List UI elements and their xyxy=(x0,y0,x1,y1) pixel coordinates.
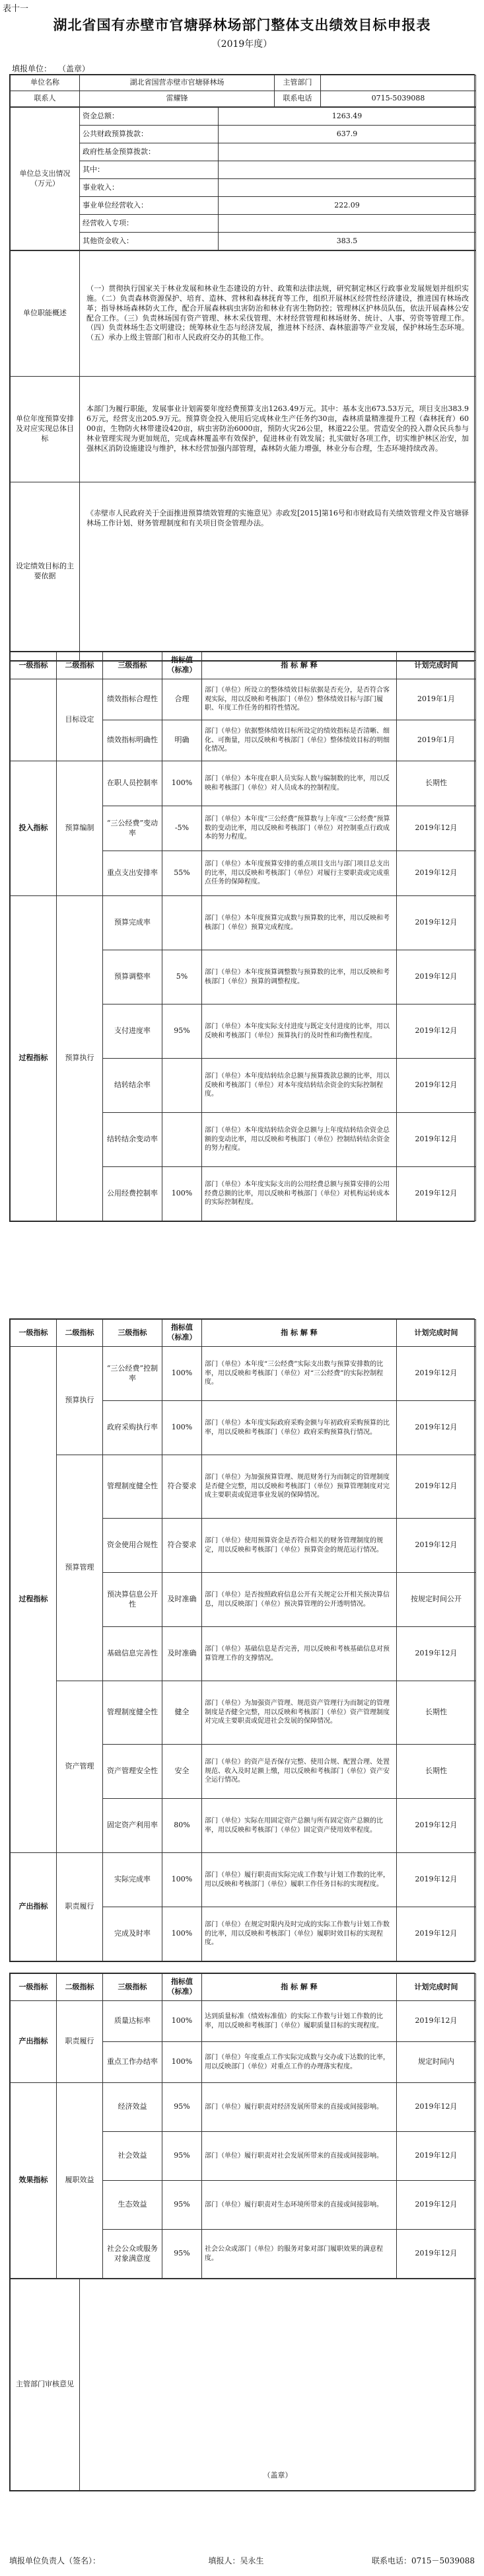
level2-indicator: 预算编制 xyxy=(57,761,103,896)
funds-row-label: 其中： xyxy=(80,161,219,179)
filling-unit-line xyxy=(12,63,94,74)
level2-indicator: 资产管理 xyxy=(57,1681,103,1853)
funds-row-label: 其他资金收入： xyxy=(80,233,219,250)
level1-indicator xyxy=(11,679,57,761)
indicator-explanation: 部门（单位）本年度结转结余总额与预算拨款总额的比率，用以反映和考核部门（单位）对本年度结转结余资金的实际控制程度。 xyxy=(202,1059,397,1113)
planned-completion-time: 规定时间内 xyxy=(397,2042,476,2083)
level3-indicator: “三公经费”控制率 xyxy=(103,1347,162,1401)
indicator-explanation: 部门（单位）依据整体绩效目标所设定的绩效指标是否清晰、细化、可衡量，用以反映和考核部门（单位）整体绩效目标的明细化情况。 xyxy=(202,720,397,761)
level3-indicator: 结转结余率 xyxy=(103,1059,162,1113)
funds-row-value xyxy=(219,161,476,179)
funds-row-value: 1263.49 xyxy=(219,108,476,126)
review-stamp: （盖章） xyxy=(80,2279,476,2491)
indicator-value: 符合要求 xyxy=(162,1455,202,1519)
planned-completion-time: 长期性 xyxy=(397,1745,476,1799)
header-cell: 计划完成时间 xyxy=(397,652,476,679)
review-table xyxy=(10,2279,476,2491)
indicator-explanation: 部门（单位）本年度实际支出的公用经费总额与预算安排的公用经费总额的比率，用以反映和考核部门（单位）对机构运转成本的实际控制程度。 xyxy=(202,1167,397,1221)
footer-phone-field xyxy=(372,2555,475,2566)
planned-completion-time: 2019年12月 xyxy=(397,1167,476,1221)
leader-signature-label: 填报单位负责人（签名）： xyxy=(9,2556,101,2565)
indicator-explanation: 部门（单位）使用预算资金是否符合相关的财务管理制度的规定，用以反映和考核部门（单位）预算资金的规范运行情况。 xyxy=(202,1519,397,1573)
header-cell: 指标值（标准） xyxy=(162,1320,202,1347)
indicator-explanation: 部门（单位）为加强预算管理、规范财务行为而制定的管理制度是否健全完整，用以反映和考核部门（单位）预算管理制度对完成主要职责或促进事业发展的保障情况。 xyxy=(202,1455,397,1519)
overview-table xyxy=(10,250,476,661)
level3-indicator: 完成及时率 xyxy=(103,1907,162,1961)
phone-value: 0715-5039088 xyxy=(321,91,476,107)
planned-completion-time: 2019年12月 xyxy=(397,896,476,950)
level1-indicator: 投入指标 xyxy=(11,761,57,896)
indicator-value: 55% xyxy=(162,851,202,896)
planned-completion-time: 2019年12月 xyxy=(397,2181,476,2230)
indicator-value: 100% xyxy=(162,1347,202,1401)
indicator-explanation: 部门（单位）本年度预算调整数与预算数的比率，用以反映和考核部门（单位）预算的调整程度。 xyxy=(202,950,397,1004)
filler-field xyxy=(208,2555,263,2566)
page-subtitle-year: （2019年度） xyxy=(211,39,273,50)
planned-completion-time: 长期性 xyxy=(397,1681,476,1745)
indicator-value: 95% xyxy=(162,2181,202,2230)
filler-label: 填报人： xyxy=(208,2556,240,2565)
indicator-value: 95% xyxy=(162,2083,202,2132)
funds-table xyxy=(10,107,476,250)
level3-indicator: 预算完成率 xyxy=(103,896,162,950)
header-cell: 三级指标 xyxy=(103,1320,162,1347)
level1-indicator: 产出指标 xyxy=(11,2001,57,2083)
indicator-explanation: 部门（单位）所设立的整体绩效目标依据是否充分，是否符合客观实际，用以反映和考核部门（单位）整体绩效目标与部门履职、年度工作任务的相符性情况。 xyxy=(202,679,397,720)
level3-indicator: 实际完成率 xyxy=(103,1853,162,1907)
header-cell: 一级指标 xyxy=(11,652,57,679)
planned-completion-time: 2019年1月 xyxy=(397,720,476,761)
level3-indicator: 绩效指标明确性 xyxy=(103,720,162,761)
header-cell: 一级指标 xyxy=(11,1320,57,1347)
indicator-explanation: 部门（单位）在规定时限内及时完成的实际工作数与计划工作数的比率，用以反映和考核部门（单位）履职时效目标的实现程度。 xyxy=(202,1907,397,1961)
indicator-value xyxy=(162,896,202,950)
level3-indicator: 绩效指标合理性 xyxy=(103,679,162,720)
level3-indicator: 重点支出安排率 xyxy=(103,851,162,896)
review-label: 主管部门审核意见 xyxy=(11,2279,80,2491)
dept-value xyxy=(321,75,476,91)
indicator-explanation: 部门（单位）本年度“三公经费”实际支出数与预算安排数的比率，用以反映和考核部门（单位）对“三公经费”的实际控制程度。 xyxy=(202,1347,397,1401)
info-section xyxy=(9,74,475,662)
level2-indicator: 履职效益 xyxy=(57,2083,103,2279)
funds-row-label: 事业收入： xyxy=(80,179,219,197)
indicator-explanation: 部门（单位）本年度在职人员实际人数与编制数的比率，用以反映和考核部门（单位）对人员成本的控制程度。 xyxy=(202,761,397,806)
page-title: 湖北省国有赤壁市官塘驿林场部门整体支出绩效目标申报表 xyxy=(53,17,431,33)
indicator-explanation: 部门（单位）本年度实际政府采购金额与年初政府采购预算的比率，用以反映和考核部门（单位）政府采购预算执行情况。 xyxy=(202,1401,397,1455)
level3-indicator: 社会公众或服务对象满意度 xyxy=(103,2230,162,2279)
indicator-explanation: 部门（单位）为加强资产管理、规范资产管理行为而制定的管理制度是否健全完整，用以反映和考核部门（单位）资产管理制度对完成主要职责或促进社会发展的保障情况。 xyxy=(202,1681,397,1745)
header-cell: 计划完成时间 xyxy=(397,1974,476,2001)
indicator-explanation: 部门（单位）基础信息是否完善，用以反映和考核基础信息对预算管理工作的支撑情况。 xyxy=(202,1627,397,1681)
funds-row-value xyxy=(219,215,476,233)
footer-signatures xyxy=(9,2555,475,2566)
level3-indicator: 资金使用合规性 xyxy=(103,1519,162,1573)
overview-text: （一）贯彻执行国家关于林业发展和林业生态建设的方针、政策和法律法规，研究制定林区行政事业发展规划并组织实施。（二）负责森林资源保护、培育、造林、营林和森林抚育等工作，组织开展林区经营性经济建设，推进国有林场改革；指导林场森林防火工作，配合开展森林病虫害防治和林业有害生物防控；管理林区护林员队伍，依法开展森林公安配合工作。（三）负责林场国有资产管理、林木采伐管理、木材经营管理和林场财务、统计、人事、劳资等管理工作。（四）负责林场生态文明建设；统筹林业生态与经济发展，推进林下经济、森林旅游等产业发展，保护林场生态环境。（五）承办上级主管部门和市人民政府交办的其他工作。 xyxy=(80,251,476,377)
planned-completion-time: 按规定时间公开 xyxy=(397,1573,476,1627)
header-cell: 指标值（标准） xyxy=(162,1974,202,2001)
level3-indicator: 固定资产利用率 xyxy=(103,1799,162,1853)
indicator-explanation: 达到质量标准（绩效标准值）的实际工作数与计划工作数的比率，用以反映和考核部门（单位）履职质量目标的实现程度。 xyxy=(202,2001,397,2042)
header-cell: 二级指标 xyxy=(57,1320,103,1347)
planned-completion-time: 2019年12月 xyxy=(397,806,476,851)
phone-label: 联系电话 xyxy=(275,91,321,107)
planned-completion-time: 2019年12月 xyxy=(397,1004,476,1059)
indicator-row xyxy=(11,896,476,950)
budget-text: 本部门为履行职能，发展事业计划需要年度经费预算支出1263.49万元。其中：基本支出673.53万元，项目支出383.96万元，经营支出205.9万元。预算资金投入使用后完成林业生产任务约30亩，森林质量精准提升工程（森林抚育）6000亩，生物防火林带建设420亩，病虫害防治6000亩，预防火灾26公里，林道22公里。营造安全的投入群众民兵参与林业管理实现为更加规范，完成森林覆盖率有效保护，促进林业有效发展；扎实做好各项工作，切实维护林区治安，加强林区消防设施建设与维护，林木经营加强内部管理，森林防火能力增强，林业分布合理，生态环境持续改善。 xyxy=(80,377,476,482)
planned-completion-time: 长期性 xyxy=(397,761,476,806)
level1-indicator: 过程指标 xyxy=(11,1347,57,1853)
planned-completion-time: 2019年12月 xyxy=(397,1907,476,1961)
indicator-explanation: 部门（单位）的资产是否保存完整、使用合规、配置合理、处置规范、收入及时足额上缴，用以反映和考核部门（单位）资产安全运行情况。 xyxy=(202,1745,397,1799)
level3-indicator: 在职人员控制率 xyxy=(103,761,162,806)
indicator-value: 95% xyxy=(162,2132,202,2181)
indicator-explanation: 部门（单位）实际在用固定资产总额与所有固定资产总额的比率，用以反映和考核部门（单位）固定资产使用效率程度。 xyxy=(202,1799,397,1853)
level3-indicator: 公用经费控制率 xyxy=(103,1167,162,1221)
contact-label: 联系人 xyxy=(11,91,80,107)
indicator-explanation: 部门（单位）是否按照政府信息公开有关规定公开相关预决算信息，用以反映部门（单位）预决算管理的公开透明情况。 xyxy=(202,1573,397,1627)
footer-phone-label: 联系电话： xyxy=(371,2556,411,2565)
planned-completion-time: 2019年12月 xyxy=(397,1799,476,1853)
planned-completion-time: 2019年1月 xyxy=(397,679,476,720)
header-cell: 二级指标 xyxy=(57,652,103,679)
filling-unit-label: 填报单位： xyxy=(12,64,52,73)
indicator-explanation: 部门（单位）本年度预算完成数与预算数的比率，用以反映和考核部门（单位）预算完成程度。 xyxy=(202,896,397,950)
indicator-value: 95% xyxy=(162,2230,202,2279)
filling-unit-stamp: （盖章） xyxy=(57,64,90,73)
funds-row-value: 637.9 xyxy=(219,126,476,143)
indicator-value: 符合要求 xyxy=(162,1519,202,1573)
basis-text: 《赤壁市人民政府关于全面推进预算绩效管理的实施意见》赤政发[2015]第16号和市财政局有关绩效管理文件及官塘驿林场工作计划、财务管理制度和有关项目资金管理办法。 xyxy=(80,482,476,661)
indicator-row xyxy=(11,679,476,720)
header-cell: 三级指标 xyxy=(103,652,162,679)
level2-indicator: 职责履行 xyxy=(57,1853,103,1961)
indicator-value: 合理 xyxy=(162,679,202,720)
funds-row-label: 资金总额： xyxy=(80,108,219,126)
level1-indicator: 过程指标 xyxy=(11,896,57,1221)
level3-indicator: “三公经费”变动率 xyxy=(103,806,162,851)
indicator-value: 明确 xyxy=(162,720,202,761)
indicator-explanation: 部门（单位）本年度实际支付进度与既定支付进度的比率，用以反映和考核部门（单位）预算执行的及时性和均衡性程度。 xyxy=(202,1004,397,1059)
level1-indicator: 效果指标 xyxy=(11,2083,57,2279)
planned-completion-time: 2019年12月 xyxy=(397,1853,476,1907)
level3-indicator: 社会效益 xyxy=(103,2132,162,2181)
planned-completion-time: 2019年12月 xyxy=(397,1401,476,1455)
indicator-value: -5% xyxy=(162,806,202,851)
level3-indicator: 管理制度健全性 xyxy=(103,1455,162,1519)
overview-label: 单位职能概述 xyxy=(11,251,80,377)
unit-name-label: 单位名称 xyxy=(11,75,80,91)
level3-indicator: 预算调整率 xyxy=(103,950,162,1004)
planned-completion-time: 2019年12月 xyxy=(397,2001,476,2042)
header-cell: 指 标 解 释 xyxy=(202,1974,397,2001)
indicator-value: 100% xyxy=(162,1167,202,1221)
level3-indicator: 质量达标率 xyxy=(103,2001,162,2042)
indicator-row xyxy=(11,2001,476,2042)
funds-row-label: 公共财政预算拨款： xyxy=(80,126,219,143)
level2-indicator: 预算执行 xyxy=(57,896,103,1221)
indicator-row xyxy=(11,2083,476,2132)
indicator-value: 100% xyxy=(162,761,202,806)
indicator-value: 100% xyxy=(162,1853,202,1907)
indicator-value: 及时准确 xyxy=(162,1573,202,1627)
planned-completion-time: 2019年12月 xyxy=(397,950,476,1004)
level1-indicator: 产出指标 xyxy=(11,1853,57,1961)
funds-section-label: 单位总支出情况（万元） xyxy=(11,108,80,250)
budget-label: 单位年度预算安排及对应实现总体目标 xyxy=(11,377,80,482)
planned-completion-time: 2019年12月 xyxy=(397,2083,476,2132)
level3-indicator: 经济效益 xyxy=(103,2083,162,2132)
indicator-explanation: 部门（单位）本年度结转结余资金总额与上年度结转结余资金总额的变动比率，用以反映和考核部门（单位）控制结转结余资金的努力程度。 xyxy=(202,1113,397,1167)
indicator-value: 安全 xyxy=(162,1745,202,1799)
planned-completion-time: 2019年12月 xyxy=(397,1059,476,1113)
header-cell: 计划完成时间 xyxy=(397,1320,476,1347)
planned-completion-time: 2019年12月 xyxy=(397,2132,476,2181)
footer-phone-value: 0715－5039088 xyxy=(411,2556,475,2565)
basis-label: 设定绩效目标的主要依据 xyxy=(11,482,80,661)
funds-row-label: 经营收入专项： xyxy=(80,215,219,233)
funds-row-value: 383.5 xyxy=(219,233,476,250)
indicator-explanation: 部门（单位）履行职责对社会发展所带来的直接或间接影响。 xyxy=(202,2132,397,2181)
level3-indicator: 管理制度健全性 xyxy=(103,1681,162,1745)
indicator-value: 及时准确 xyxy=(162,1627,202,1681)
indicator-row xyxy=(11,1853,476,1907)
indicator-explanation: 部门（单位）履行职责对经济发展所带来的直接或间接影响。 xyxy=(202,2083,397,2132)
indicator-row xyxy=(11,1681,476,1745)
indicator-table-1 xyxy=(9,651,475,1222)
level3-indicator: 生态效益 xyxy=(103,2181,162,2230)
indicator-row xyxy=(11,1455,476,1519)
indicator-value: 100% xyxy=(162,1907,202,1961)
indicator-value: 100% xyxy=(162,2001,202,2042)
contact-name: 雷耀锋 xyxy=(80,91,275,107)
indicator-value: 健全 xyxy=(162,1681,202,1745)
level2-indicator: 目标设定 xyxy=(57,679,103,761)
table-number: 表十一 xyxy=(3,4,29,14)
indicator-table-3 xyxy=(9,1973,475,2491)
indicator-row xyxy=(11,1347,476,1401)
planned-completion-time: 2019年12月 xyxy=(397,2230,476,2279)
level3-indicator: 结转结余变动率 xyxy=(103,1113,162,1167)
indicator-row xyxy=(11,761,476,806)
indicator-explanation: 社会公众或部门（单位）的服务对象对部门履职效果的满意程度。 xyxy=(202,2230,397,2279)
indicator-value: 80% xyxy=(162,1799,202,1853)
planned-completion-time: 2019年12月 xyxy=(397,851,476,896)
planned-completion-time: 2019年12月 xyxy=(397,1455,476,1519)
level2-indicator: 预算管理 xyxy=(57,1455,103,1681)
level3-indicator: 支付进度率 xyxy=(103,1004,162,1059)
planned-completion-time: 2019年12月 xyxy=(397,1113,476,1167)
indicator-value: 95% xyxy=(162,1004,202,1059)
level2-indicator: 职责履行 xyxy=(57,2001,103,2083)
indicator-value xyxy=(162,1059,202,1113)
level2-indicator: 预算执行 xyxy=(57,1347,103,1455)
funds-row-label: 政府性基金预算拨款： xyxy=(80,143,219,161)
indicator-explanation: 部门（单位）履行职责而实际完成工作数与计划工作数的比率，用以反映和考核部门（单位）履职工作任务目标的实现程度。 xyxy=(202,1853,397,1907)
indicator-explanation: 部门（单位）本年度“三公经费”预算数与上年度“三公经费”预算数的变动比率，用以反映和考核部门（单位）对控制重点行政成本的努力程度。 xyxy=(202,806,397,851)
filler-name: 吴永生 xyxy=(240,2556,264,2565)
indicator-value xyxy=(162,1113,202,1167)
indicator-value: 100% xyxy=(162,2042,202,2083)
header-cell: 指 标 解 释 xyxy=(202,1320,397,1347)
header-cell: 三级指标 xyxy=(103,1974,162,2001)
indicator-table-2 xyxy=(9,1318,475,1962)
header-cell: 指标值（标准） xyxy=(162,652,202,679)
funds-row-value xyxy=(219,179,476,197)
unit-name-value: 湖北省国营赤壁市官塘驿林场 xyxy=(80,75,275,91)
header-cell: 二级指标 xyxy=(57,1974,103,2001)
indicator-explanation: 部门（单位）履行职责对生态环境所带来的直接或间接影响。 xyxy=(202,2181,397,2230)
funds-row-value: 222.09 xyxy=(219,197,476,215)
level3-indicator: 基础信息完善性 xyxy=(103,1627,162,1681)
header-cell: 指 标 解 释 xyxy=(202,652,397,679)
planned-completion-time: 2019年12月 xyxy=(397,1627,476,1681)
level3-indicator: 重点工作办结率 xyxy=(103,2042,162,2083)
funds-row-label: 事业单位经营收入： xyxy=(80,197,219,215)
dept-label: 主管部门 xyxy=(275,75,321,91)
indicator-value: 5% xyxy=(162,950,202,1004)
level3-indicator: 政府采购执行率 xyxy=(103,1401,162,1455)
planned-completion-time: 2019年12月 xyxy=(397,1347,476,1401)
indicator-explanation: 部门（单位）本年度预算安排的重点项目支出与部门项目总支出的比率，用以反映和考核部门（单位）对履行主要职责或完成重点任务的保障程度。 xyxy=(202,851,397,896)
indicator-explanation: 部门（单位）年度重点工作实际完成数与交办或下达数的比率，用以反映部门（单位）对重点工作的办理落实程度。 xyxy=(202,2042,397,2083)
level3-indicator: 资产管理安全性 xyxy=(103,1745,162,1799)
level3-indicator: 预决算信息公开性 xyxy=(103,1573,162,1627)
indicator-value: 100% xyxy=(162,1401,202,1455)
planned-completion-time: 2019年12月 xyxy=(397,1519,476,1573)
header-cell: 一级指标 xyxy=(11,1974,57,2001)
funds-row-value xyxy=(219,143,476,161)
